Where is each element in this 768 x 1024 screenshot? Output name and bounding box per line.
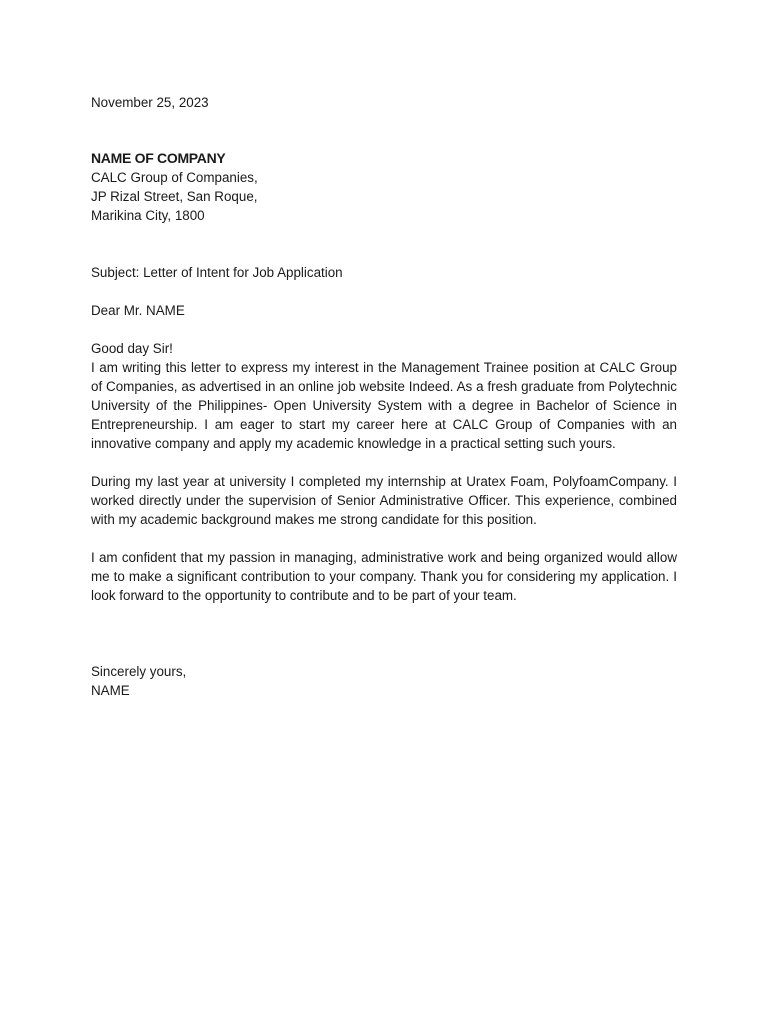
letter-salutation: Dear Mr. NAME [91, 303, 185, 318]
company-heading: NAME OF COMPANY [91, 150, 226, 166]
address-line: Marikina City, 1800 [91, 208, 205, 223]
letter-page [91, 93, 677, 700]
address-line: CALC Group of Companies, [91, 170, 258, 185]
letter-signature: NAME [91, 683, 130, 698]
recipient-address [91, 168, 677, 225]
body-paragraph-intro: I am writing this letter to express my interest in the Management Trainee position at CALC Group of Companies, as advertised in an online job website Indeed. As a fresh graduate from Polytechnic University of the Philippines- Open University System with a degree in Bachelor of Science in Entrepreneurship. I am eager to start my career here at CALC Group of Companies with an innovative company and apply my academic knowledge in a practical setting such yours. [91, 360, 677, 451]
letter-closing: Sincerely yours, [91, 664, 187, 679]
letter-date: November 25, 2023 [91, 95, 209, 110]
body-paragraph-experience: During my last year at university I completed my internship at Uratex Foam, PolyfoamCompany. I worked directly under the supervision of Senior Administrative Officer. This experience, combined with my academic background makes me strong candidate for this position. [91, 474, 677, 527]
letter-subject: Subject: Letter of Intent for Job Application [91, 265, 343, 280]
body-paragraph-closing: I am confident that my passion in managing, administrative work and being organized would allow me to make a significant contribution to your company. Thank you for considering my application. I look forward to the opportunity to contribute and to be part of your team. [91, 550, 677, 603]
letter-greeting: Good day Sir! [91, 341, 173, 356]
address-line: JP Rizal Street, San Roque, [91, 189, 258, 204]
